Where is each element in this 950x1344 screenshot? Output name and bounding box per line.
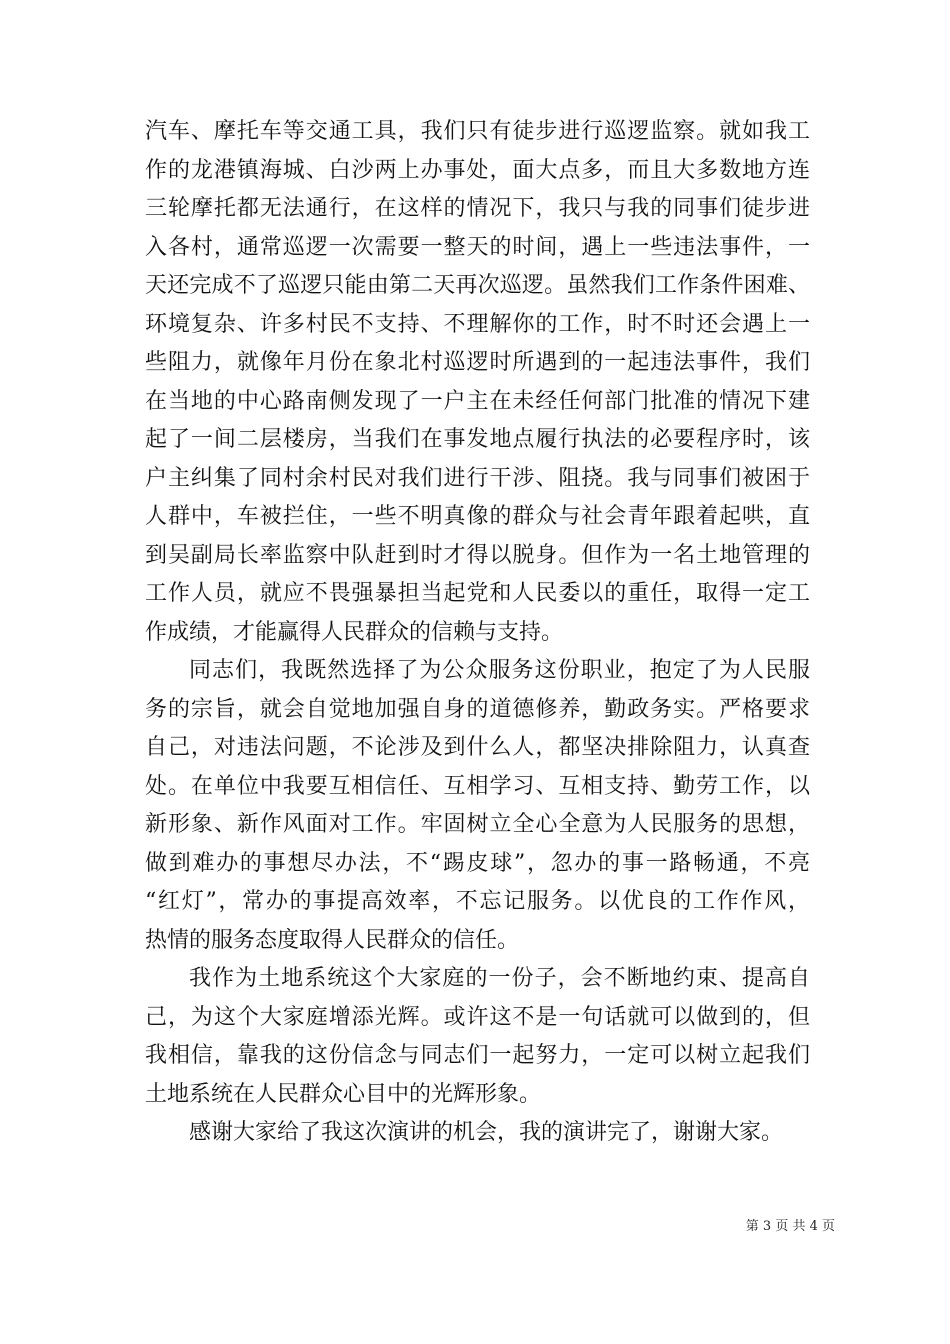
text-line: 环境复杂、许多村民不支持、不理解你的工作，时不时还会遇上一 [145, 311, 810, 337]
document-body [145, 113, 810, 1153]
text-line: 作的龙港镇海城、白沙两上办事处，面大点多，而且大多数地方连 [145, 157, 810, 183]
text-line: 汽车、摩托车等交通工具，我们只有徒步进行巡逻监察。就如我工 [145, 119, 810, 144]
text-line: 我相信，靠我的这份信念与同志们一起努力，一定可以树立起我们 [145, 1043, 810, 1068]
text-line: 入各村，通常巡逻一次需要一整天的时间，遇上一些违法事件，一 [145, 234, 810, 260]
text-line: 做到难办的事想尽办法，不“踢皮球”，忽办的事一路畅通，不亮 [145, 850, 810, 876]
paragraph-first-line: 感谢大家给了我这次演讲的机会，我的演讲完了，谢谢大家。 [189, 1120, 784, 1145]
text-line: “红灯”，常办的事提高效率，不忘记服务。以优良的工作作风， [145, 889, 810, 914]
text-line: 新形象、新作风面对工作。牢固树立全心全意为人民服务的思想， [145, 812, 810, 837]
text-line: 务的宗旨，就会自觉地加强自身的道德修养，勤政务实。严格要求 [145, 696, 810, 722]
text-line: 天还完成不了巡逻只能由第二天再次巡逻。虽然我们工作条件困难、 [145, 273, 810, 298]
text-line: 处。在单位中我要互相信任、互相学习、互相支持、勤劳工作，以 [145, 773, 810, 799]
text-line: 自己，对违法问题，不论涉及到什么人，都坚决排除阻力，认真查 [145, 735, 810, 760]
text-line: 己，为这个大家庭增添光辉。或许这不是一句话就可以做到的，但 [145, 1004, 810, 1030]
paragraph-first-line: 同志们，我既然选择了为公众服务这份职业，抱定了为人民服 [189, 658, 810, 683]
text-line: 些阻力，就像年月份在象北村巡逻时所遇到的一起违法事件，我们 [145, 350, 810, 375]
text-line: 人群中，车被拦住，一些不明真像的群众与社会青年跟着起哄，直 [145, 504, 810, 529]
text-line: 到吴副局长率监察中队赶到时才得以脱身。但作为一名土地管理的 [145, 542, 810, 568]
text-line: 工作人员，就应不畏强暴担当起党和人民委以的重任，取得一定工 [145, 581, 810, 606]
paragraph-end-line: 作成绩，才能赢得人民群众的信赖与支持。 [145, 619, 564, 645]
text-line: 户主纠集了同村余村民对我们进行干涉、阻挠。我与同事们被困于 [145, 465, 810, 491]
paragraph-first-line: 我作为土地系统这个大家庭的一份子，会不断地约束、提高自 [189, 966, 810, 991]
text-line: 在当地的中心路南侧发现了一户主在未经任何部门批准的情况下建 [145, 388, 810, 414]
page-number: 第 3 页 共 4 页 [745, 1219, 835, 1234]
text-line: 起了一间二层楼房，当我们在事发地点履行执法的必要程序时，该 [145, 427, 810, 452]
paragraph-end-line: 热情的服务态度取得人民群众的信任。 [145, 927, 520, 953]
text-line: 三轮摩托都无法通行，在这样的情况下，我只与我的同事们徒步进 [145, 196, 810, 221]
paragraph-end-line: 土地系统在人民群众心目中的光辉形象。 [145, 1081, 542, 1107]
